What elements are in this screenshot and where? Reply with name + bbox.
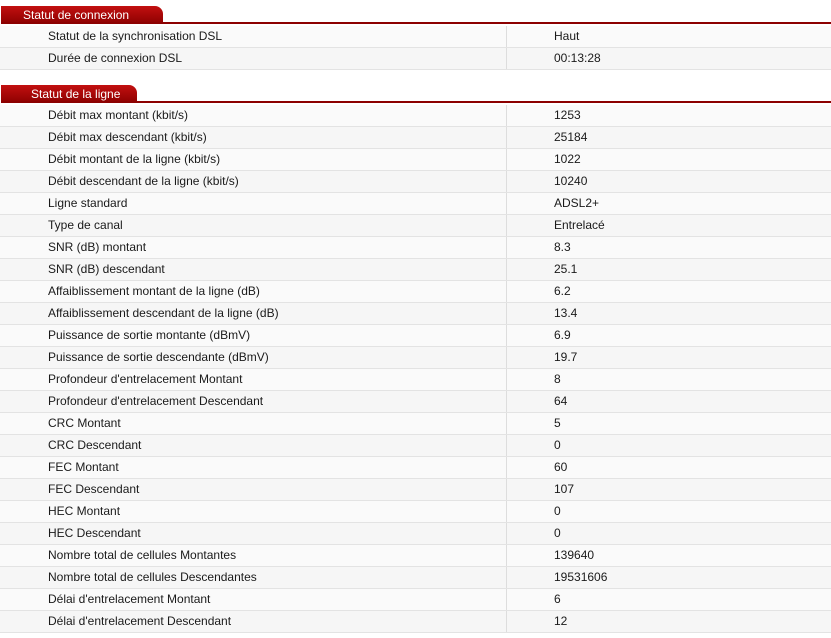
row-label: Nombre total de cellules Descendantes: [48, 570, 257, 584]
connection-status-table: [0, 26, 831, 70]
table-row: [0, 215, 831, 237]
row-label: CRC Montant: [48, 416, 121, 430]
row-label: Débit descendant de la ligne (kbit/s): [48, 174, 239, 188]
connection-status-header: [0, 6, 831, 24]
row-label: SNR (dB) descendant: [48, 262, 165, 276]
table-row: [0, 347, 831, 369]
row-value: 64: [554, 394, 568, 408]
table-row: [0, 501, 831, 523]
row-label: Profondeur d'entrelacement Montant: [48, 372, 243, 386]
row-label: FEC Descendant: [48, 482, 140, 496]
row-value: 8.3: [554, 240, 571, 254]
row-label: Profondeur d'entrelacement Descendant: [48, 394, 264, 408]
row-value: 6: [554, 592, 561, 606]
line-status-table: [0, 105, 831, 633]
row-label: CRC Descendant: [48, 438, 142, 452]
row-label: Puissance de sortie descendante (dBmV): [48, 350, 269, 364]
row-label: Ligne standard: [48, 196, 128, 210]
row-value: 8: [554, 372, 561, 386]
table-row: [0, 413, 831, 435]
table-row: [0, 281, 831, 303]
table-row: [0, 127, 831, 149]
row-value: 00:13:28: [554, 51, 601, 65]
table-row: [0, 435, 831, 457]
row-value: 5: [554, 416, 561, 430]
row-label: Débit max montant (kbit/s): [48, 108, 189, 122]
table-row: [0, 237, 831, 259]
row-label: Puissance de sortie montante (dBmV): [48, 328, 251, 342]
section-divider: [1, 22, 831, 24]
table-row: [0, 479, 831, 501]
row-value: 1022: [554, 152, 581, 166]
row-label: Débit max descendant (kbit/s): [48, 130, 207, 144]
table-row: [0, 523, 831, 545]
line-status-title: Statut de la ligne: [1, 85, 137, 103]
row-value: Entrelacé: [554, 218, 605, 232]
row-value: 0: [554, 526, 561, 540]
row-value: 10240: [554, 174, 588, 188]
row-label: Affaiblissement descendant de la ligne (dB): [48, 306, 279, 320]
table-row: [0, 545, 831, 567]
table-row: [0, 611, 831, 633]
table-row: [0, 259, 831, 281]
row-label: Affaiblissement montant de la ligne (dB): [48, 284, 260, 298]
table-row: [0, 193, 831, 215]
row-label: Type de canal: [48, 218, 123, 232]
row-value: 139640: [554, 548, 595, 562]
row-value: ADSL2+: [554, 196, 600, 210]
row-label: Statut de la synchronisation DSL: [48, 29, 223, 43]
table-row: [0, 48, 831, 70]
row-label: Nombre total de cellules Montantes: [48, 548, 237, 562]
row-value: 0: [554, 504, 561, 518]
row-label: Débit montant de la ligne (kbit/s): [48, 152, 221, 166]
row-value: 19531606: [554, 570, 608, 584]
table-row: [0, 391, 831, 413]
table-row: [0, 567, 831, 589]
row-label: FEC Montant: [48, 460, 119, 474]
row-value: 13.4: [554, 306, 578, 320]
table-row: [0, 589, 831, 611]
connection-status-section: [0, 6, 831, 70]
line-status-header: [0, 85, 831, 103]
table-row: [0, 457, 831, 479]
row-value: 0: [554, 438, 561, 452]
row-value: Haut: [554, 29, 580, 43]
line-status-section: [0, 85, 831, 633]
table-row: [0, 26, 831, 48]
row-value: 6.9: [554, 328, 571, 342]
table-row: [0, 325, 831, 347]
row-value: 60: [554, 460, 568, 474]
row-label: Délai d'entrelacement Montant: [48, 592, 211, 606]
row-label: SNR (dB) montant: [48, 240, 147, 254]
connection-status-title: Statut de connexion: [1, 6, 163, 24]
table-row: [0, 171, 831, 193]
row-value: 12: [554, 614, 568, 628]
row-value: 6.2: [554, 284, 571, 298]
table-row: [0, 303, 831, 325]
table-row: [0, 149, 831, 171]
row-value: 25184: [554, 130, 588, 144]
row-value: 107: [554, 482, 575, 496]
row-value: 19.7: [554, 350, 578, 364]
table-row: [0, 369, 831, 391]
row-value: 25.1: [554, 262, 578, 276]
section-divider: [1, 101, 831, 103]
row-label: Durée de connexion DSL: [48, 51, 183, 65]
row-value: 1253: [554, 108, 581, 122]
row-label: HEC Montant: [48, 504, 121, 518]
table-row: [0, 105, 831, 127]
row-label: HEC Descendant: [48, 526, 141, 540]
row-label: Délai d'entrelacement Descendant: [48, 614, 232, 628]
